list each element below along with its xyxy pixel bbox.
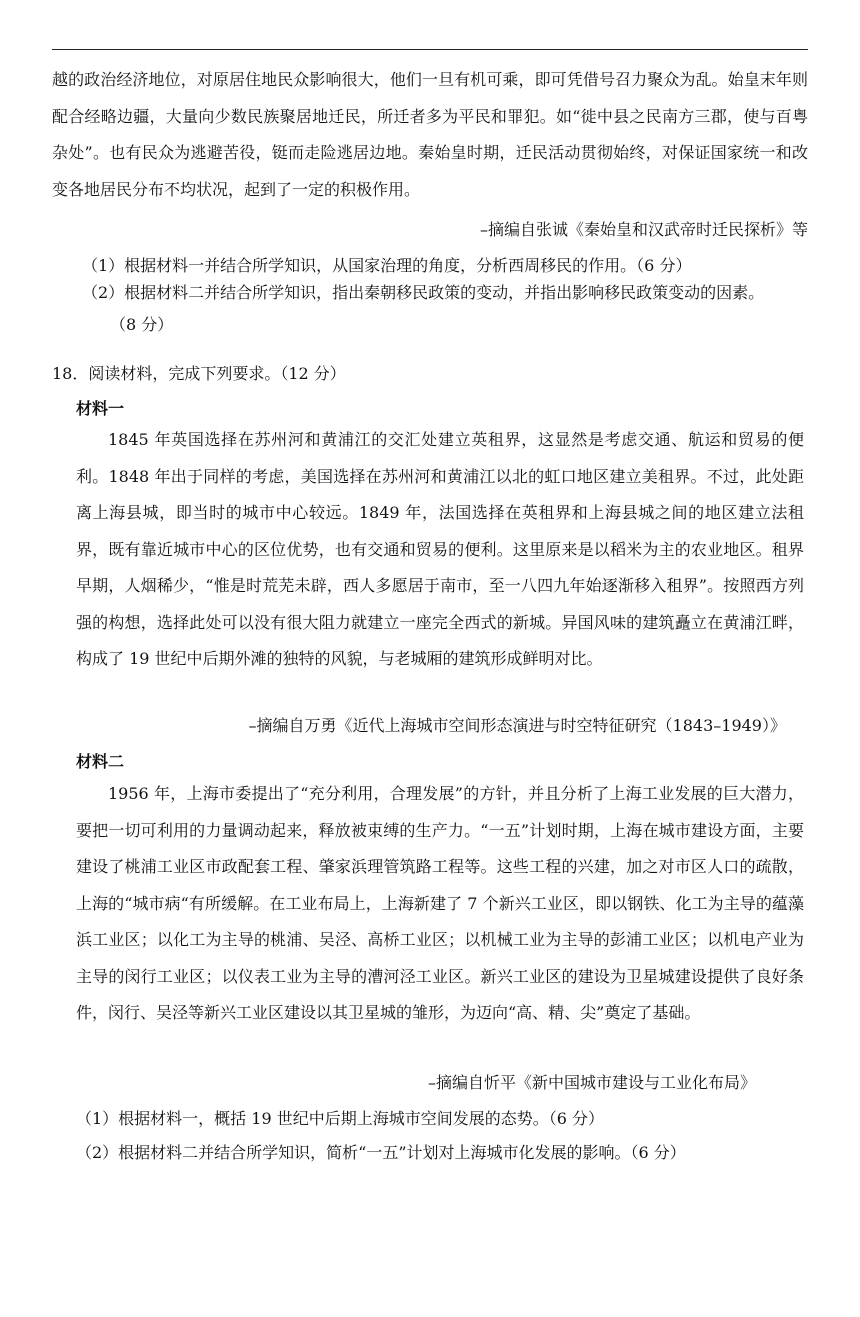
material-continuation <box>52 62 808 208</box>
material-2-text: 1956 年，上海市委提出了“充分利用，合理发展”的方针，并且分析了上海工业发展的巨大潜力，要把一切可利用的力量调动起来，释放被束缚的生产力。“一五”计划时期，上海在城市建设方面，主要建设了桃浦工业区市政配套工程、肇家浜理管筑路工程等。这些工程的兴建，加之对市区人口的疏散，上海的“城市病“有所缓解。在工业布局上，上海新建了 7 个新兴工业区，即以钢铁、化工为主导的蕴藻浜工业区；以化工为主导的桃浦、吴泾、高桥工业区；以机械工业为主导的彭浦工业区；以机电产业为主导的闵行工业区；以仪表工业为主导的漕河泾工业区。新兴工业区的建设为卫星城建设提供了良好条件，闵行、吴泾等新兴工业区建设以其卫星城的雏形，为迈向“高、精、尖”奠定了基础。 <box>76 784 804 1022</box>
source-citation-2: –摘编自万勇《近代上海城市空间形态演进与时空特征研究（1843–1949）》 <box>248 716 786 735</box>
question-17-1: （1）根据材料一并结合所学知识，从国家治理的角度，分析西周移民的作用。（6 分） <box>82 256 692 275</box>
question-17-2-score: （8 分） <box>110 315 174 334</box>
material-2 <box>76 776 804 1032</box>
question-17-2: （2）根据材料二并结合所学知识，指出秦朝移民政策的变动，并指出影响移民政策变动的因素。 <box>82 283 765 302</box>
source-citation-1: –摘编自张诚《秦始皇和汉武帝时迁民探析》等 <box>479 220 808 239</box>
source-citation-3: –摘编自忻平《新中国城市建设与工业化布局》 <box>427 1073 756 1092</box>
question-18-1: （1）根据材料一，概括 19 世纪中后期上海城市空间发展的态势。（6 分） <box>76 1109 604 1128</box>
material-1-label: 材料一 <box>76 399 125 418</box>
material-1-text: 1845 年英国选择在苏州河和黄浦江的交汇处建立英租界，这显然是考虑交通、航运和贸易的便利。1848 年出于同样的考虑，美国选择在苏州河和黄浦江以北的虹口地区建立美租界。不过，此处距离上海县城，即当时的城市中心较远。1849 年，法国选择在英租界和上海县城之间的地区建立法租界，既有靠近城市中心的区位优势，也有交通和贸易的便利。这里原来是以稻米为主的农业地区。租界早期，人烟稀少，“惟是时荒芜未辟，西人多愿居于南市，至一八四九年始逐渐移入租界”。按照西方列强的构想，选择此处可以没有很大阻力就建立一座完全西式的新城。异国风味的建筑矗立在黄浦江畔，构成了 19 世纪中后期外滩的独特的风貌，与老城厢的建筑形成鲜明对比。 <box>76 430 804 668</box>
header-rule <box>52 49 808 50</box>
material-2-label: 材料二 <box>76 752 125 771</box>
question-18-title: 18．阅读材料，完成下列要求。（12 分） <box>52 364 346 383</box>
question-18-2: （2）根据材料二并结合所学知识，简析“一五”计划对上海城市化发展的影响。（6 分） <box>76 1143 686 1162</box>
material-1 <box>76 422 804 678</box>
continuation-text: 越的政治经济地位，对原居住地民众影响很大，他们一旦有机可乘，即可凭借号召力聚众为乱。始皇末年则配合经略边疆，大量向少数民族聚居地迁民，所迁者多为平民和罪犯。如“徙中县之民南方三郡，使与百粤杂处”。也有民众为逃避苦役，铤而走险逃居边地。秦始皇时期，迁民活动贯彻始终，对保证国家统一和改变各地居民分布不均状况，起到了一定的积极作用。 <box>52 70 808 199</box>
